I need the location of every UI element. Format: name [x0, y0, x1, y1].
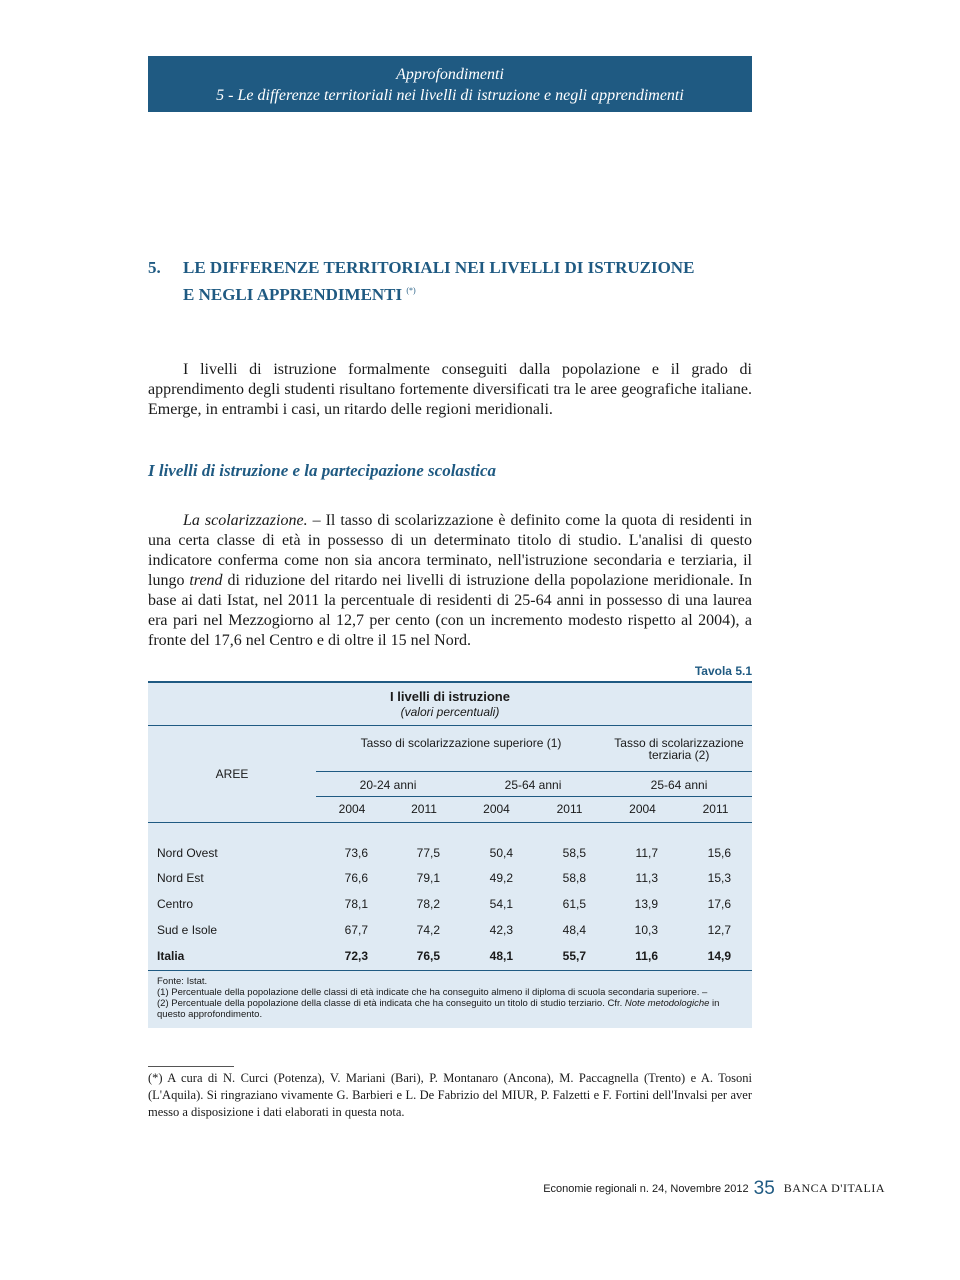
section-title-line-2: E NEGLI APPRENDIMENTI [183, 285, 403, 304]
table-cell: 54,1 [489, 897, 513, 911]
table-cell: 49,2 [489, 871, 513, 885]
table-note-2-b: in questo approfondimento. [157, 998, 720, 1020]
table-cell: 14,9 [707, 949, 731, 963]
table-cell: 77,5 [416, 846, 440, 860]
table-cell: 78,1 [344, 897, 368, 911]
table-title: I livelli di istruzione [390, 689, 510, 704]
header-line-1: Approfondimenti [396, 66, 504, 83]
table-cell: 58,5 [562, 846, 586, 860]
table-cell: 72,3 [344, 949, 368, 963]
group-header-tertiary-line-2: terziaria (2) [648, 748, 710, 762]
table-rule [148, 970, 752, 971]
subheading: I livelli di istruzione e la partecipazione scolastica [148, 461, 497, 480]
age-header-20-24: 20-24 anni [359, 778, 417, 792]
table-cell: 48,1 [489, 949, 513, 963]
table-cell: 58,8 [562, 871, 586, 885]
table-cell: 15,3 [707, 871, 731, 885]
table-cell: 42,3 [489, 923, 513, 937]
table-cell: 12,7 [707, 923, 731, 937]
section-title [148, 256, 752, 306]
areas-header: AREE [215, 767, 249, 781]
year-header: 2011 [556, 802, 583, 816]
header-band [148, 56, 752, 112]
footer-bank: BANCA D'ITALIA [783, 1181, 885, 1195]
table-cell: 13,9 [634, 897, 658, 911]
body-paragraph [148, 511, 752, 651]
table-cell: 67,7 [344, 923, 368, 937]
table-cell: 10,3 [634, 923, 658, 937]
table-cell: 11,7 [635, 846, 658, 860]
table-cell: 50,4 [489, 846, 513, 860]
group-header-upper-secondary: Tasso di scolarizzazione superiore (1) [360, 736, 562, 750]
table-cell: 73,6 [344, 846, 368, 860]
page-footer [520, 1178, 885, 1200]
table-rule [148, 725, 752, 726]
page-number: 35 [753, 1178, 775, 1199]
table-cell: 76,6 [344, 871, 368, 885]
table-note-2-italic: Note metodologiche [624, 998, 710, 1009]
header-line-2: 5 - Le differenze territoriali nei livelli di istruzione e negli apprendimenti [216, 87, 684, 104]
year-header: 2011 [411, 802, 437, 816]
footnote-marker: (*) [406, 286, 416, 295]
table-cell: 11,3 [635, 871, 658, 885]
paragraph-trend: trend [189, 572, 223, 589]
year-header: 2004 [338, 802, 366, 816]
table-cell: 48,4 [562, 923, 586, 937]
table-cell: 17,6 [707, 897, 731, 911]
table-cell: 76,5 [416, 949, 440, 963]
age-header-25-64-upper: 25-64 anni [504, 778, 562, 792]
row-area: Sud e Isole [157, 923, 218, 937]
table-rule [148, 822, 752, 823]
table-cell: 74,2 [416, 923, 440, 937]
table-label: Tavola 5.1 [694, 664, 752, 678]
row-area: Nord Est [157, 871, 204, 885]
year-header: 2004 [629, 802, 656, 816]
section-number: 5. [148, 258, 161, 277]
group-header-tertiary-line-1: Tasso di scolarizzazione [614, 736, 744, 750]
table-cell: 61,5 [562, 897, 586, 911]
paragraph-text-2: di riduzione del ritardo nei livelli di istruzione della popolazione meridionale. In base ai dati Istat, nel 2011 la percentuale di residenti di 25-64 anni in possesso di una laurea era pari nel Mezzogiorno al 12,7 per cento (con un incremento modesto rispetto al 2004), a fronte del 17,6 nel Centro e di oltre il 15 nel Nord. [148, 572, 752, 649]
table-note-1: (1) Percentuale della popolazione delle classi di età indicate che ha conseguito almeno il diploma di scuola secondaria superiore. – [157, 987, 708, 998]
intro-paragraph: I livelli di istruzione formalmente conseguiti dalla popolazione e il grado di apprendimento degli studenti risultano fortemente diversificati tra le aree geografiche italiane. Emerge, in entrambi i casi, un ritardo delle regioni meridionali. [148, 361, 752, 418]
table-cell: 78,2 [416, 897, 440, 911]
table-source: Fonte: Istat. [157, 976, 208, 987]
row-area: Centro [157, 897, 194, 911]
table-cell: 15,6 [707, 846, 731, 860]
footnote-rule [148, 1066, 234, 1067]
section-title-line-1: LE DIFFERENZE TERRITORIALI NEI LIVELLI DI ISTRUZIONE [183, 258, 695, 277]
table-rule [316, 796, 752, 797]
row-area-total: Italia [157, 949, 185, 963]
table-notes [157, 976, 745, 1020]
section-title-line-2-wrap [183, 279, 752, 306]
table-cell: 11,6 [635, 949, 658, 963]
year-header: 2004 [483, 802, 510, 816]
table-cell: 79,1 [416, 871, 440, 885]
data-table [148, 681, 752, 1028]
age-header-25-64-tertiary: 25-64 anni [650, 778, 708, 792]
row-area: Nord Ovest [157, 846, 218, 860]
footer-publication: Economie regionali n. 24, Novembre 2012 [543, 1183, 749, 1195]
table-note-2-a: (2) Percentuale della popolazione della classe di età indicata che ha conseguito un titolo di studio terziario. Cfr. [157, 998, 625, 1009]
year-header: 2011 [702, 802, 729, 816]
paragraph-text-1: – Il tasso di scolarizzazione è definito come la quota di residenti in una certa classe di età in possesso di un determinato titolo di studio. L'analisi di questo indicatore conferma come non sia ancora terminato, nell'istruzione secondaria e terziaria, il lungo [148, 512, 752, 589]
table-note-2 [157, 998, 745, 1020]
table-cell: 55,7 [562, 949, 586, 963]
paragraph-lead: La scolarizzazione. [183, 512, 308, 529]
table-rule [316, 771, 752, 772]
table-subtitle: (valori percentuali) [400, 705, 500, 719]
page-footnote: (*) A cura di N. Curci (Potenza), V. Mariani (Bari), P. Montanaro (Ancona), M. Paccagnella (Trento) e A. Tosoni (L'Aquila). Si ringraziano vivamente G. Barbieri e L. De Fabrizio del MIUR, P. Falzetti e F. Fortini dell'Invalsi per aver messo a disposizione i dati elaborati in questa nota. [148, 1071, 752, 1119]
